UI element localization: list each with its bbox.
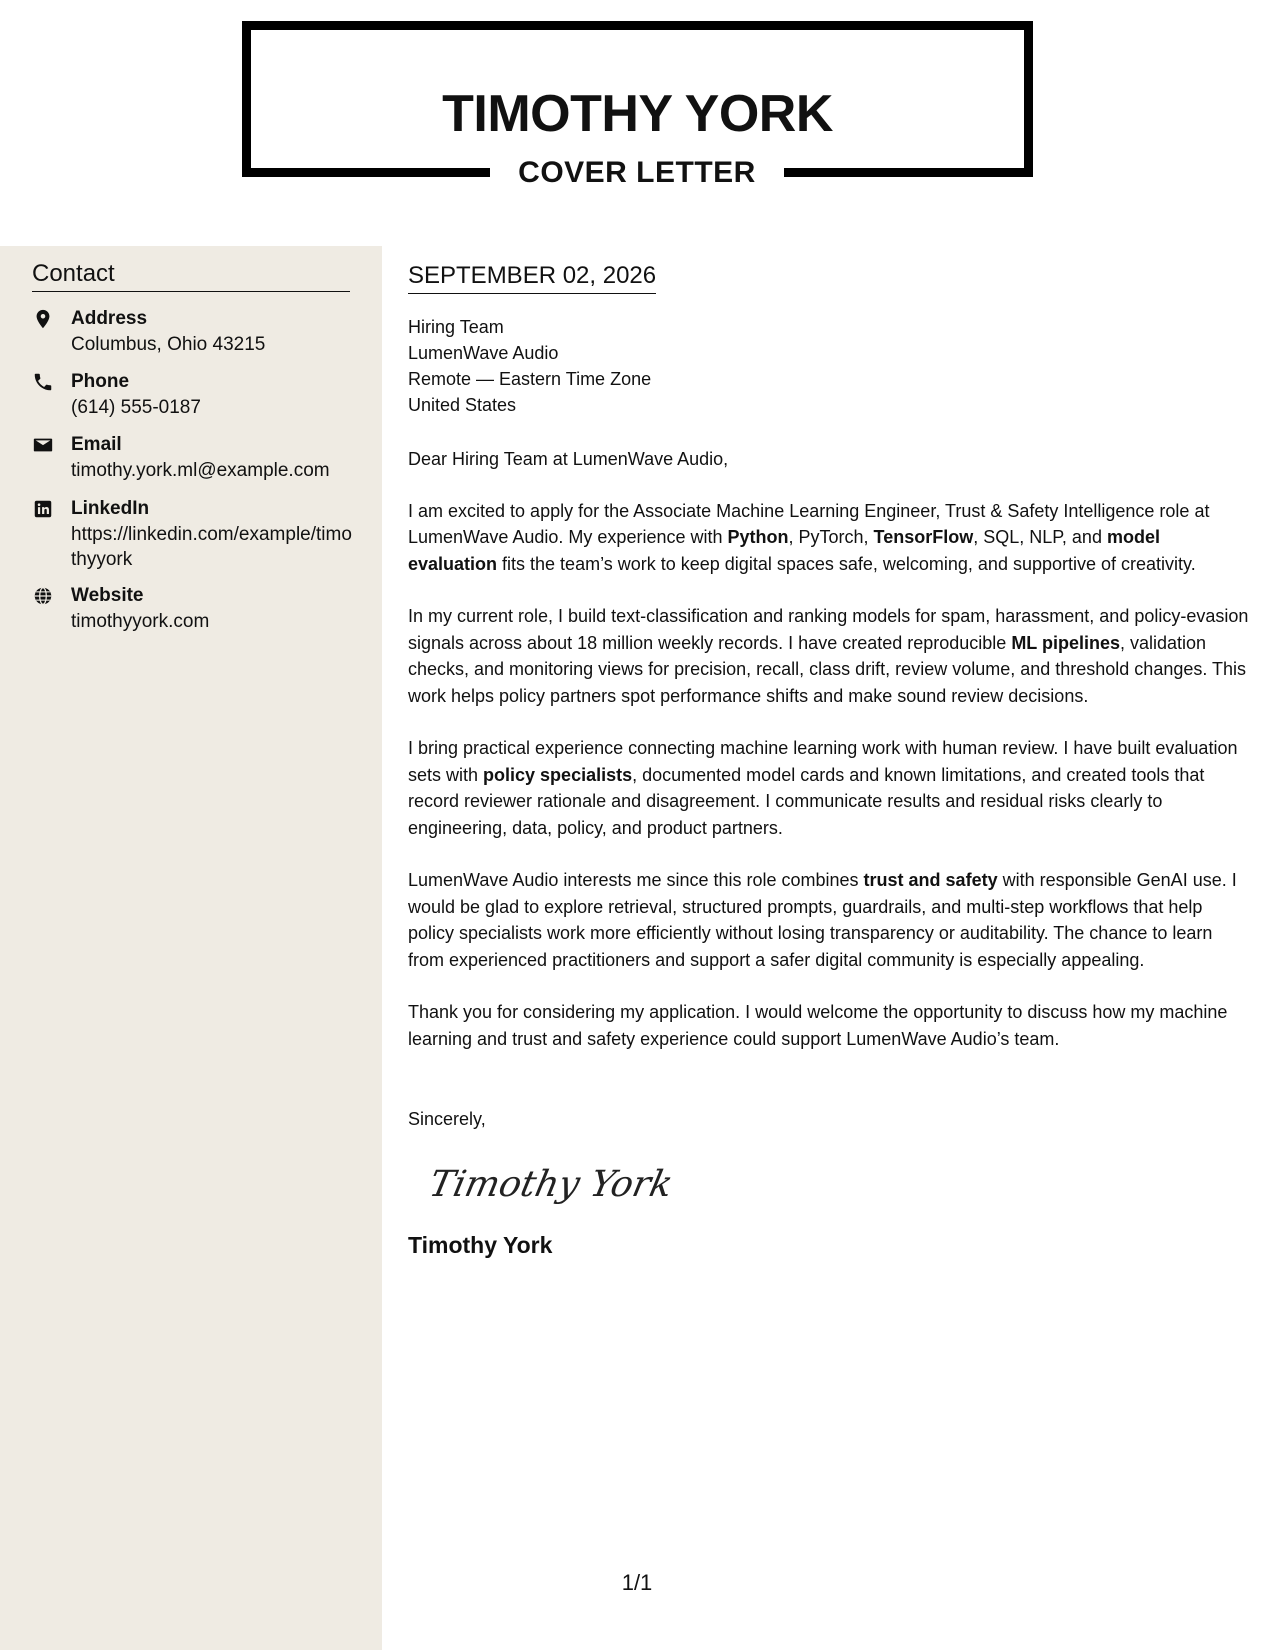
globe-icon <box>32 585 54 607</box>
phone-label: Phone <box>71 371 130 392</box>
paragraph-1: I am excited to apply for the Associate Machine Learning Engineer, Trust & Safety Intelligence role at LumenWave Audio. My experience with Python, PyTorch, TensorFlow, SQL, NLP, and model evaluation fits the team’s work to keep digital spaces safe, welcoming, and supportive of creativity. <box>408 500 1210 574</box>
closing: Sincerely, <box>408 1109 486 1130</box>
contact-website <box>32 583 352 634</box>
recipient-line: Hiring Team <box>408 316 504 337</box>
svg-text:Timothy York: Timothy York <box>425 1162 677 1206</box>
paragraph-3: I bring practical experience connecting machine learning work with human review. I have built evaluation sets with policy specialists, documented model cards and known limitations, and created tools that record reviewer rationale and disagreement. I communicate results and residual risks clearly to engineering, data, policy, and product partners. <box>408 738 1238 838</box>
paragraph-5: Thank you for considering my application. I would welcome the opportunity to discuss how my machine learning and trust and safety experience could support LumenWave Audio’s team. <box>408 1002 1228 1049</box>
document-subtitle: COVER LETTER <box>518 156 756 189</box>
handwritten-signature <box>425 1156 1250 1212</box>
contact-linkedin <box>32 496 352 572</box>
contact-heading: Contact <box>32 260 350 292</box>
linkedin-label: LinkedIn <box>71 498 150 519</box>
recipient-line: Remote — Eastern Time Zone <box>408 368 652 389</box>
paragraph-2: In my current role, I build text-classification and ranking models for spam, harassment, and policy-evasion signals across about 18 million weekly records. I have created reproducible ML pipelines, validation checks, and monitoring views for precision, recall, class drift, review volume, and threshold changes. This work helps policy partners spot performance shifts and make sound review decisions. <box>408 606 1249 706</box>
recipient-line: United States <box>408 394 517 415</box>
letter-date: SEPTEMBER 02, 2026 <box>408 262 656 294</box>
page-number: 1/1 <box>621 1570 653 1595</box>
address-value: Columbus, Ohio 43215 <box>71 334 266 355</box>
linkedin-value[interactable]: https://linkedin.com/example/timothyyork <box>71 524 352 570</box>
phone-icon <box>32 371 54 393</box>
website-label: Website <box>71 585 144 606</box>
contact-address <box>32 306 352 357</box>
letter-body <box>408 262 1250 1259</box>
contact-email <box>32 432 352 483</box>
signer-name: Timothy York <box>408 1232 553 1259</box>
salutation: Dear Hiring Team at LumenWave Audio, <box>408 448 729 469</box>
location-pin-icon <box>32 308 54 330</box>
recipient-line: LumenWave Audio <box>408 342 559 363</box>
paragraph-4: LumenWave Audio interests me since this role combines trust and safety with responsible GenAI use. I would be glad to explore retrieval, structured prompts, guardrails, and multi-step workflows that help policy specialists work more efficiently without losing transparency or auditability. The chance to learn from experienced practitioners and support a safer digital community is especially appealing. <box>408 870 1237 970</box>
phone-value: (614) 555-0187 <box>71 397 201 418</box>
email-icon <box>32 434 54 456</box>
contact-sidebar <box>0 246 382 1650</box>
website-value[interactable]: timothyyork.com <box>71 611 210 632</box>
linkedin-icon <box>32 498 54 520</box>
signature-image <box>425 1156 677 1212</box>
recipient-address <box>408 314 1250 418</box>
email-value[interactable]: timothy.york.ml@example.com <box>71 460 330 481</box>
contact-phone <box>32 369 352 420</box>
subtitle-banner <box>490 148 784 198</box>
email-label: Email <box>71 434 122 455</box>
address-label: Address <box>71 308 148 329</box>
candidate-name: TIMOTHY YORK <box>442 85 833 143</box>
